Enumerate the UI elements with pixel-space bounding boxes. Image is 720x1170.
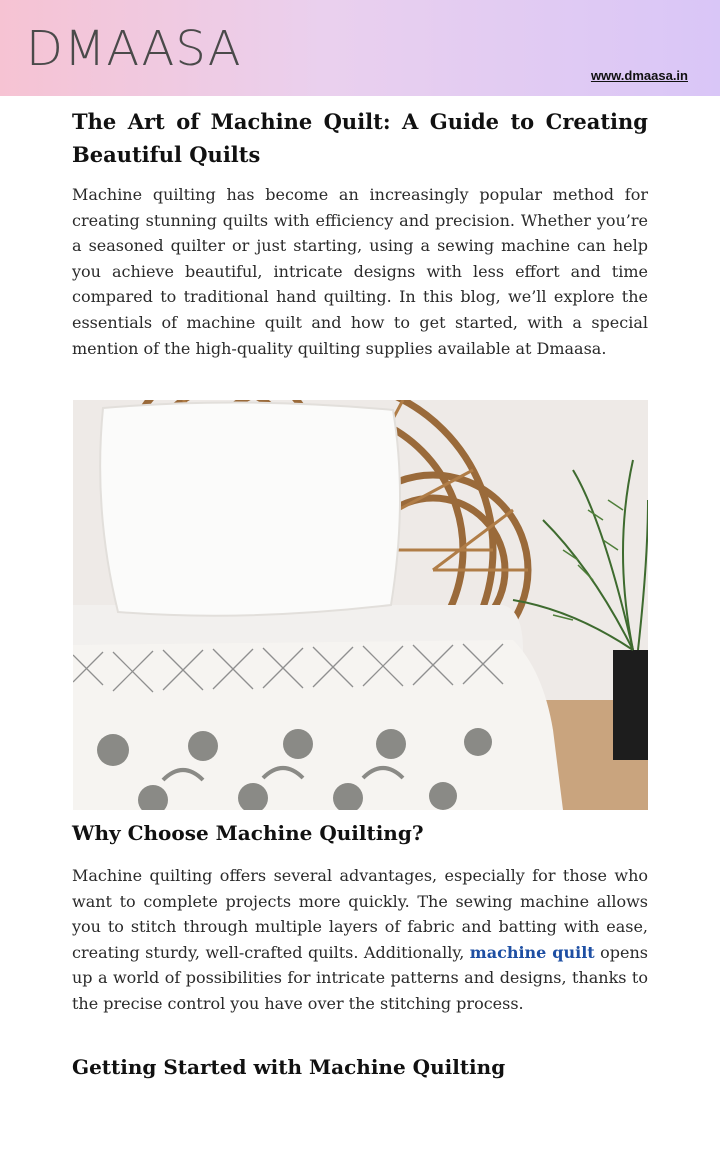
brand-logo[interactable]: DMAASA	[26, 21, 242, 77]
section-why-heading-block	[72, 818, 648, 848]
bedroom-quilt-photo	[73, 400, 648, 810]
section-why-body	[72, 863, 648, 1017]
section-heading-getting-started: Getting Started with Machine Quilting	[72, 1055, 506, 1079]
machine-quilt-link[interactable]: machine quilt	[469, 942, 595, 962]
intro-paragraph: Machine quilting has become an increasingly popular method for creating stunning quilts with efficiency and precision. Whether you’re a seasoned quilter or just starting, using a sewing machine can help you achieve beautiful, intricate designs with less effort and time compared to traditional hand quilting. In this blog, we’ll explore the essentials of machine quilt and how to get started, with a special mention of the high-quality quilting supplies available at Dmaasa.	[72, 185, 648, 358]
site-url-link[interactable]: www.dmaasa.in	[590, 68, 688, 83]
article-title: The Art of Machine Quilt: A Guide to Creating Beautiful Quilts	[72, 109, 648, 167]
section-getting-started-heading-block	[72, 1052, 648, 1082]
section-heading-why: Why Choose Machine Quilting?	[72, 821, 424, 845]
section-why-paragraph	[72, 863, 648, 1017]
paragraph-text-before-link: Machine quilting offers several advantages, especially for those who want to complete projects more quickly. The sewing machine allows you to stitch through multiple layers of fabric and batting with ease, creating sturdy, well-crafted quilts. Additionally,	[72, 866, 648, 962]
paragraph-text-after-link: opens up a world of possibilities for intricate patterns and designs, thanks to the precise control you have over the stitching process.	[72, 942, 648, 1013]
intro-block	[72, 182, 648, 361]
article-title-block	[72, 105, 648, 171]
page-header	[0, 0, 720, 96]
